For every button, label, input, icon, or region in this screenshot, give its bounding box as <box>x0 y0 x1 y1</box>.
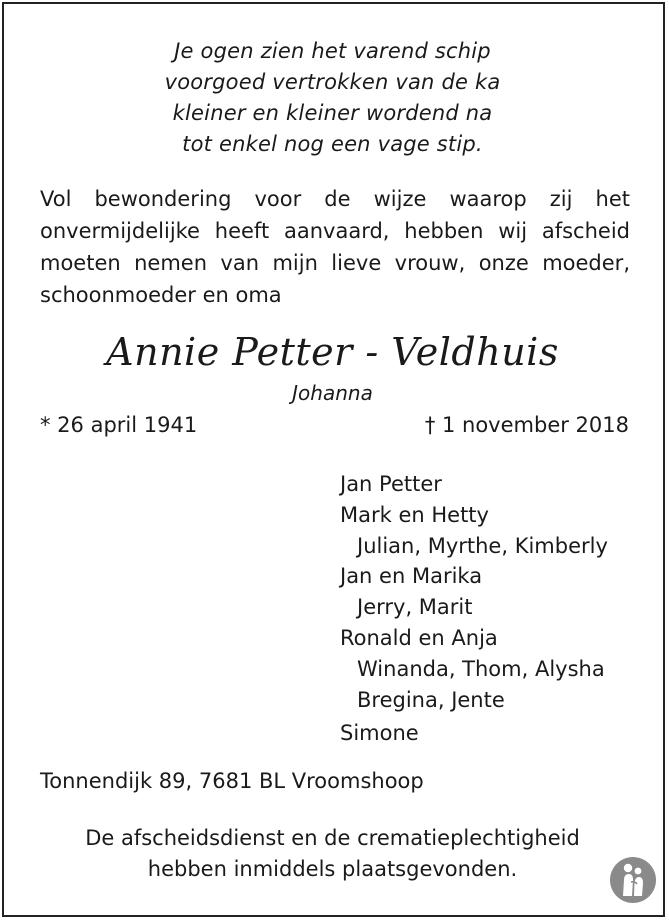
poem-line: tot enkel nog een vage stip. <box>182 132 483 156</box>
address: Tonnendijk 89, 7681 BL Vroomshoop <box>40 769 424 793</box>
poem-line: Je ogen zien het varend schip <box>174 39 491 63</box>
closing-text <box>0 823 665 885</box>
deceased-name: Annie Petter - Veldhuis <box>106 330 559 374</box>
poem-line: kleiner en kleiner wordend na <box>172 101 493 125</box>
figures-emblem-icon <box>609 856 657 904</box>
family-line-grandchildren: Jerry, Marit <box>357 595 473 620</box>
intro-line: schoonmoeder en oma <box>40 283 282 307</box>
intro-line: onvermijdelijke heeft aanvaard, hebben wij afscheid <box>40 219 630 243</box>
intro-text <box>40 183 630 311</box>
closing-line: De afscheidsdienst en de crematieplechtigheid <box>85 826 580 850</box>
closing-line: hebben inmiddels plaatsgevonden. <box>147 857 518 881</box>
death-date: † 1 november 2018 <box>424 413 629 437</box>
birth-date: * 26 april 1941 <box>40 413 198 437</box>
deceased-first-name: Johanna <box>292 381 373 405</box>
family-line-grandchildren: Bregina, Jente <box>357 687 505 712</box>
family-list <box>340 469 608 749</box>
poem-line: voorgoed vertrokken van de ka <box>164 70 501 94</box>
intro-line: moeten nemen van mijn lieve vrouw, onze moeder, <box>40 251 630 275</box>
poem <box>0 36 665 160</box>
intro-line: Vol bewondering voor de wijze waarop zij het <box>40 187 630 211</box>
family-line: Mark en Hetty <box>340 502 489 527</box>
family-line-grandchildren: Julian, Myrthe, Kimberly <box>357 533 608 558</box>
family-line-grandchildren: Winanda, Thom, Alysha <box>357 656 605 681</box>
family-line: Simone <box>340 721 419 746</box>
family-line: Jan Petter <box>340 472 442 496</box>
family-line: Ronald en Anja <box>340 625 498 650</box>
family-line: Jan en Marika <box>340 564 483 589</box>
